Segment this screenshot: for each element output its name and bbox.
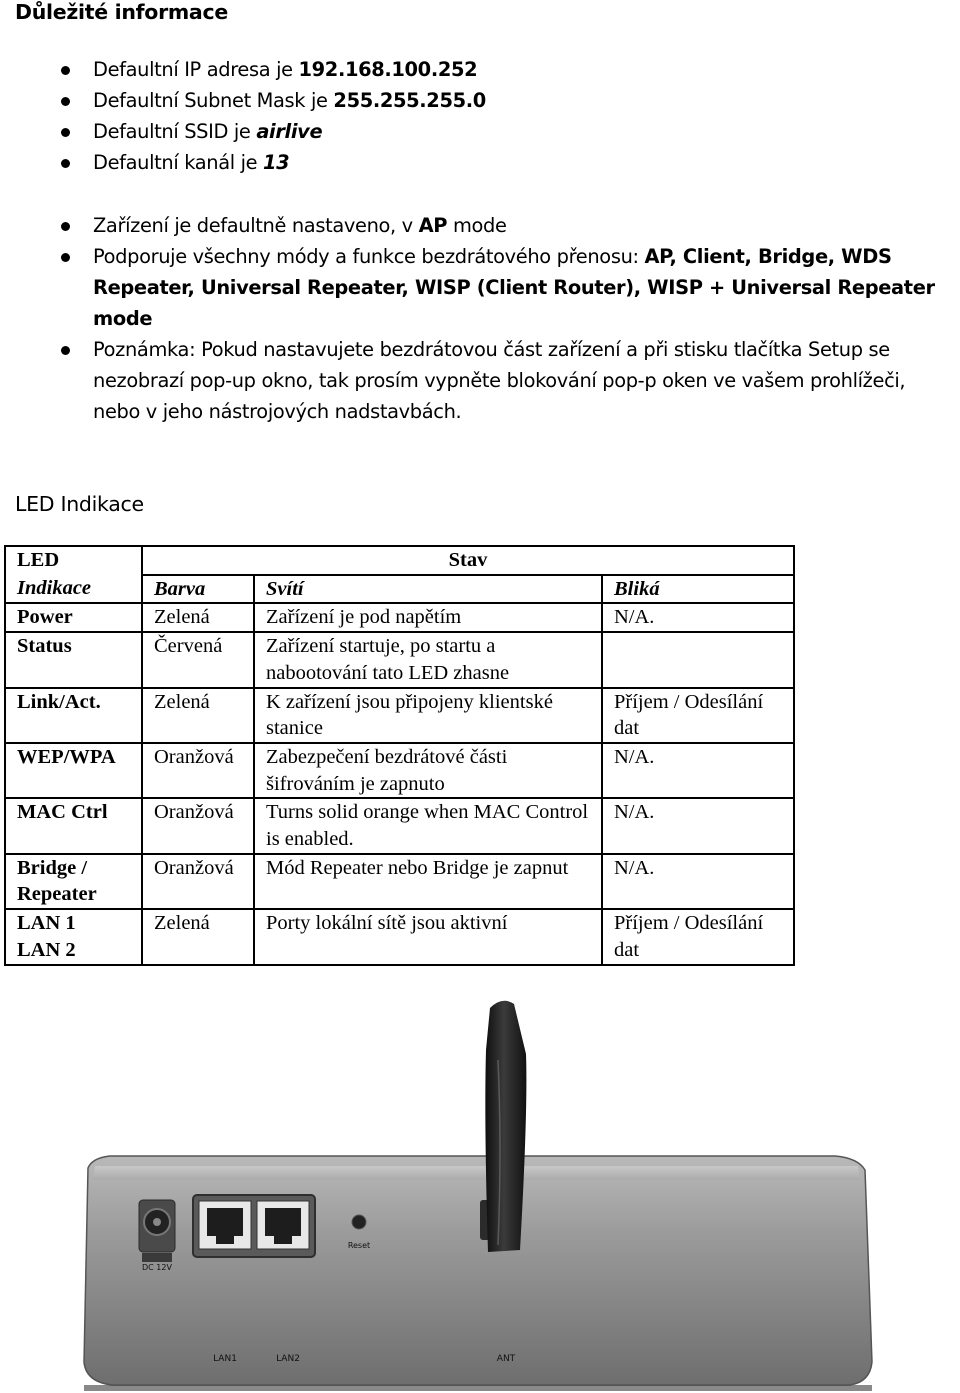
reset-label: Reset (347, 1241, 371, 1250)
table-row: Status Červená Zařízení startuje, po startu a nabootování tato LED zhasne (5, 632, 794, 687)
led-section-title: LED Indikace (15, 492, 144, 516)
table-row: Bridge / Repeater Oranžová Mód Repeater nebo Bridge je zapnut N/A. (5, 854, 794, 909)
header-stav: Stav (142, 546, 794, 575)
table-header-row (5, 546, 794, 575)
lan1-label: LAN1 (213, 1354, 237, 1364)
header-blika: Bliká (602, 575, 794, 604)
ant-label: ANT (496, 1354, 516, 1364)
table-row: Link/Act. Zelená K zařízení jsou připojeny klientské stanice Příjem / Odesílání dat (5, 688, 794, 743)
list-item-modes: Podporuje všechny módy a funkce bezdrátového přenosu: AP, Client, Bridge, WDS Repeater, Universal Repeater, WISP (Client Router), WISP + Universal Repeater mode (0, 241, 953, 334)
header-led: LED (5, 546, 142, 575)
table-row: LAN 1 LAN 2 Zelená Porty lokální sítě jsou aktivní Příjem / Odesílání dat (5, 909, 794, 964)
table-subheader-row (5, 575, 794, 604)
bullet-icon (61, 346, 70, 355)
led-table (4, 545, 795, 966)
table-row: MAC Ctrl Oranžová Turns solid orange when MAC Control is enabled. N/A. (5, 798, 794, 853)
bullet-icon (61, 128, 70, 137)
list-item-channel: Defaultní kanál je 13 (0, 147, 953, 178)
list-item-popup-note: Poznámka: Pokud nastavujete bezdrátovou část zařízení a při stisku tlačítka Setup se nezobrazí pop-up okno, tak prosím vypněte blokování pop-p oken ve vašem prohlížeči, nebo v jeho nástrojových nadstavbách. (0, 334, 953, 427)
bullet-icon (61, 66, 70, 75)
header-sviti: Svítí (254, 575, 602, 604)
list-item-ip: Defaultní IP adresa je 192.168.100.252 (0, 54, 953, 85)
bullet-icon (61, 253, 70, 262)
lan-port-frame (193, 1195, 315, 1257)
info-list (0, 54, 960, 427)
list-item-ssid: Defaultní SSID je airlive (0, 116, 953, 147)
table-row: Power Zelená Zařízení je pod napětím N/A. (5, 603, 794, 632)
dc-label: DC 12V (142, 1263, 172, 1272)
bullet-icon (61, 222, 70, 231)
router-image (0, 990, 960, 1393)
bullet-icon (61, 97, 70, 106)
antenna-icon (485, 1001, 526, 1252)
router-body (84, 1156, 872, 1385)
header-indikace: Indikace (5, 575, 142, 604)
list-item-subnet: Defaultní Subnet Mask je 255.255.255.0 (0, 85, 953, 116)
page-heading: Důležité informace (15, 0, 228, 24)
list-item-ap-mode: Zařízení je defaultně nastaveno, v AP mode (0, 210, 953, 241)
bullet-icon (61, 159, 70, 168)
reset-hole-icon (352, 1215, 366, 1229)
header-barva: Barva (142, 575, 254, 604)
lan2-label: LAN2 (276, 1354, 300, 1364)
table-row: WEP/WPA Oranžová Zabezpečení bezdrátové části šifrováním je zapnuto N/A. (5, 743, 794, 798)
